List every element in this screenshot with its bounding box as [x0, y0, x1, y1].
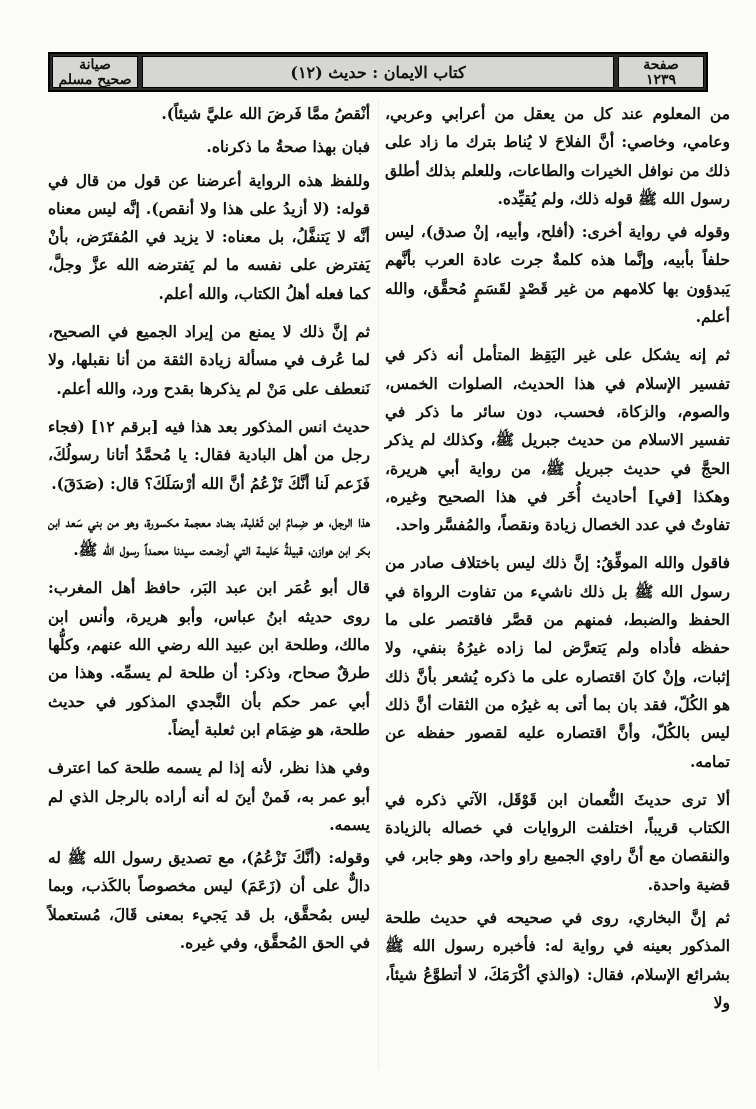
book-title-line2: صحيح مسلم — [58, 72, 132, 88]
paragraph: من المعلوم عند كل من يعقل من أعرابي وعربي، وعامي، وخاصي: أنَّ الفلاحَ لا يُناط بترك ما زاد على ذلك من نوافل الخيرات والطاعات، وللعلم بذلك أطلق رسول الله ﷺ قوله ذلك، ولم يُقيِّده. — [385, 104, 730, 208]
page-number-box — [618, 56, 704, 88]
paragraph: ثم إنَّ ذلك لا يمنع من إيراد الجميع في الصحيح، لما عُرف في مسألة زيادة الثقة من أنا نقبلها، ولا نَنعطف على مَنْ لم يذكرها بقدح ورد، والله أعلم. — [48, 322, 370, 398]
paragraph: وقوله في رواية أخرى: (أفلح، وأبيه، إنْ صدق)، ليس حلفاً بأبيه، وإنَّما هذه كلمةٌ جرت عادة العرب بأنَّهم يَبدؤون بها كلامهم من غير قَصْدٍ لقَسَمٍ مُحقَّق، والله أعلم. — [385, 222, 730, 327]
page-label: صفحة — [643, 57, 679, 73]
paragraph: ألا ترى حديثَ النُّعمان ابن قَوْقَل، الآتي ذكره في الكتاب قريباً، اختلفت الروايات في خصاله بالزيادة والنقصان مع أنَّ راوي الجميع راو واحد، وهو جابر، في قضية واحدة. — [385, 789, 730, 894]
column-gutter — [378, 100, 379, 1069]
chapter-title: كتاب الايمان : حديث (١٢) — [142, 56, 614, 88]
book-title-box — [52, 56, 138, 88]
paragraph: فاقول والله الموفِّقُ: إنَّ ذلك ليس باختلاف صادر من رسول الله ﷺ بل ذلك ناشيء من تفاوت الرواة في الحفظ والضبط، فمنهم من قصَّر فاقتصر على ما حفظه فأداه ولم يَتعرَّض لما زاده غيرُهُ بنفي، ولا إثبات، وإنْ كانَ اقتصاره على ما ذكره يُشعر بأنَّ ذلك هو الكُلّ، فقد بان بما أتى به غيرُه من الثقات أنَّ ذلك ليس بالكُلّ، وأنَّ اقتصاره عليه لقصور حفظه عن تمامه. — [385, 553, 730, 771]
paragraph: ثم إنَّ البخاري، روى في صحيحه في حديث طلحة المذكور بعينه في رواية له: فأخبره رسول الله ﷺ بشرائع الإسلام، فقال: (والذي أكْرَمَكَ، لا أتطوَّعُ شيئاً، ولا — [385, 908, 730, 1012]
paragraph: وفي هذا نظر، لأنه إذا لم يسمه طلحة كما اعترف أبو عمر به، فَمنْ أينَ له أنه أراده بالرجل الذي لم يسمه. — [48, 758, 370, 834]
paragraph: أنْقصُ ممَّا فَرضَ الله عليَّ شيئاً). — [161, 104, 370, 123]
paragraph: وقوله: (أنَّكَ تَزْعُمُ)، مع تصديق رسول الله ﷺ له دالٌّ على أن (زَعَمَ) ليس مخصوصاً بالكَذب، وبما ليس بمُحقَّق، بل قد يَجيء بمعنى قَالَ، مُستعملاً في الحق المُحقَّق، وفي غيره. — [48, 848, 370, 953]
running-header — [48, 52, 708, 92]
left-column — [48, 100, 370, 1069]
paragraph: هذا الرجل، هو ضِمامُ ابن ثَعْلبة، بضاد معجمة مكسورة، وهو من بني سَعد ابن بكر ابن هوازن، قبيلةُ حَليمة التي أرضعت سيدنا محمداً رسول الله ﷺ. — [48, 511, 370, 560]
paragraph: حديث انس المذكور بعد هذا فيه [برقم ١٢] (فجاء رجل من أهل البادية فقال: يا مُحمَّدُ أتانا رسولُكَ، فَزَعم لَنا أنَّكَ تَزْعُمُ أنَّ الله أرْسَلَكَ؟ قال: (صَدَقَ). — [48, 416, 370, 493]
page-number: ١٢٣٩ — [645, 72, 677, 88]
paragraph: قال أبو عُمَر ابن عبد البَر، حافظ أهل المغرب: روى حديثه ابنُ عباس، وأبو هريرة، وأنس ابن مالك، وطلحة ابن عبيد الله رضي الله عنهم، وكلُّها طرقٌ صحاح، وذكر: أن طلحة لم يسمِّه. وهذا من أبي عمر حكم بأن النَّجدي المذكور في حديث طلحة، هو ضِمَام ابن ثعلبة أيضاً. — [48, 578, 370, 739]
right-column — [385, 100, 730, 1069]
paragraph: فبان بهذا صحةُ ما ذكرناه. — [206, 137, 370, 157]
paragraph: ثم إنه يشكل على غير اليَقِظ المتأمل أنه ذكر في تفسير الإسلام في هذا الحديث، الصلوات الخمس، والصوم، والزكاة، فحسب، دون سائر ما ذكر في تفسير الاسلام من حديث جبريل ﷺ، وكذلك لم يذكر الحجَّ في حديث جبريل ﷺ، من رواية أبي هريرة، وهكذا [في] أحاديث أُخَر في هذا الصحيح وغيره، تفاوتٌ في عدد الخصال زيادة ونقصاً، والمُفسَّر واحد. — [385, 345, 730, 535]
paragraph: وللفظ هذه الرواية أعرضنا عن قول من قال في قوله: (لا أزيدُ على هذا ولا أنقص). إنَّه ليس معناه أنَّه لا يَتنفَّلُ، بل معناه: لا يزيد في المُفتَرَض، بأنْ يَفترض على نفسه ما لم يَفترضه الله عزَّ وجلَّ، كما فعله أهلُ الكتاب، والله أعلم. — [48, 170, 370, 303]
book-title-line1: صيانة — [79, 57, 111, 73]
